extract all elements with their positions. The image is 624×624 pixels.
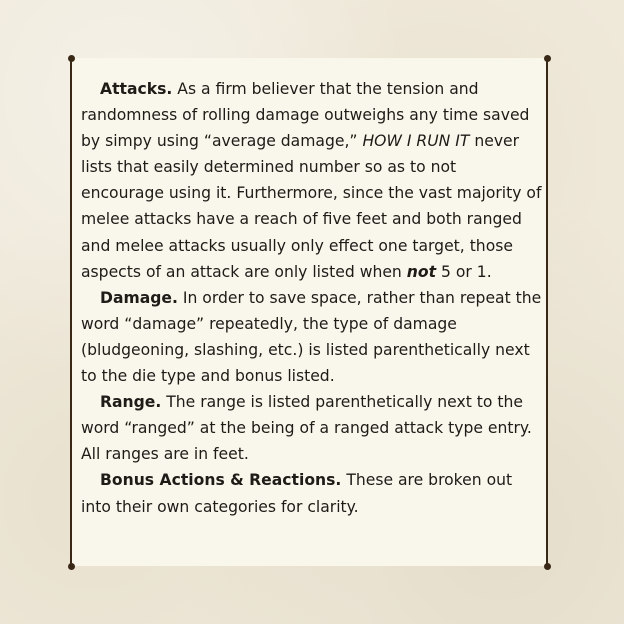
entry-italic-text: HOW I RUN IT (362, 132, 470, 151)
entry-attacks (81, 76, 543, 285)
entry-range (81, 389, 543, 467)
entry-term: Attacks. (100, 80, 173, 98)
entry-text: The range is listed parenthetically next to the word “ranged” at the being of a ranged attack type entry. All ranges are in feet. (81, 393, 532, 464)
entry-term: Damage. (100, 288, 178, 307)
corner-dot-bottom-right (544, 563, 551, 570)
entry-bonus-actions (81, 467, 543, 519)
entry-text: As a firm believer that the tension and randomness of rolling damage outweighs any time saved by simpy using “average damage,” (81, 80, 530, 151)
entry-text: 5 or 1. (436, 262, 492, 281)
sidebar-box (70, 58, 548, 566)
entry-damage (81, 285, 543, 389)
corner-dot-top-left (68, 55, 75, 62)
entry-text: In order to save space, rather than repeat the word “damage” repeatedly, the type of damage (bludgeoning, slashing, etc.) is listed parenthetically next to the die type and bonus listed. (81, 288, 542, 386)
corner-dot-bottom-left (68, 563, 75, 570)
corner-dot-top-right (544, 55, 551, 62)
entry-emphasis-text: not (406, 262, 437, 281)
right-border-rule (546, 58, 548, 566)
entry-text: never lists that easily determined number so as to not encourage using it. Furthermore, since the vast majority of melee attacks have a reach of five feet and both ranged and melee attacks usually only effect one target, those aspects of an attack are only listed when (81, 132, 542, 281)
left-border-rule (70, 58, 72, 566)
entry-term: Range. (100, 393, 162, 412)
entry-term: Bonus Actions & Reactions. (100, 471, 342, 490)
entry-text: These are broken out into their own categories for clarity. (81, 471, 513, 516)
sidebar-content (81, 76, 543, 520)
